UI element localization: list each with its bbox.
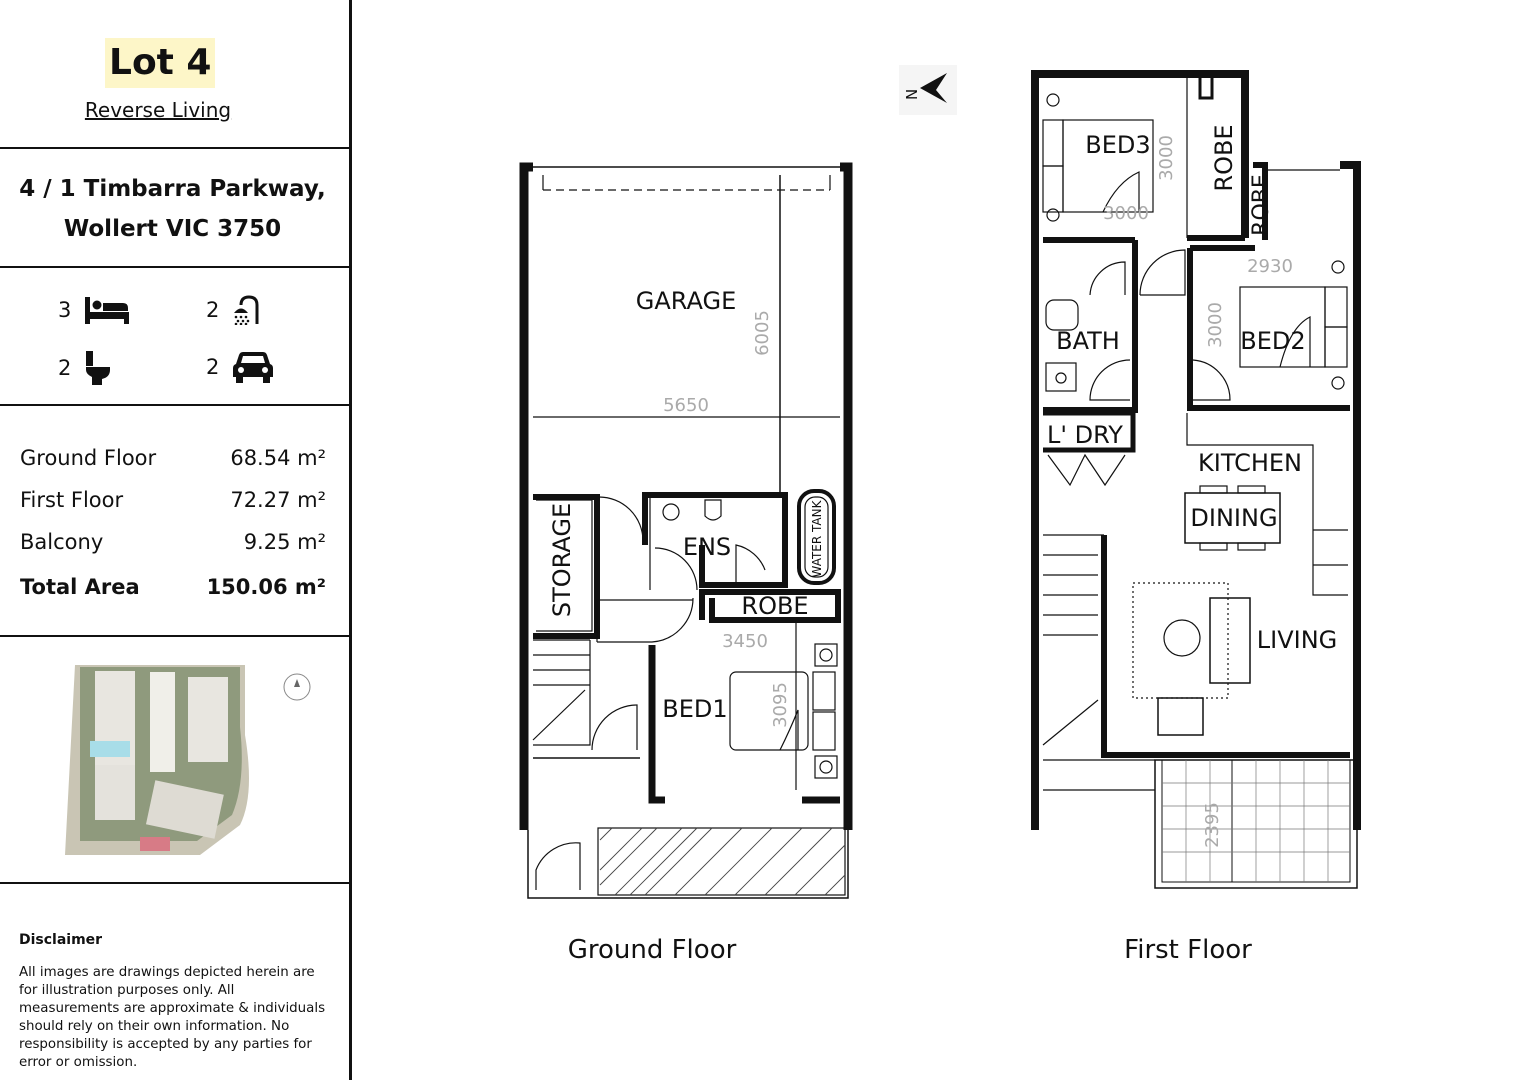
area-value: 150.06 m² — [206, 575, 326, 599]
dim-bed1-width: 3450 — [722, 631, 768, 652]
room-label-robe-a: ROBE — [1210, 124, 1238, 192]
bed-icon — [85, 295, 129, 325]
area-row — [20, 530, 326, 554]
area-row — [20, 488, 326, 512]
room-label-bed2: BED2 — [1240, 327, 1306, 355]
area-row — [20, 446, 326, 470]
bathroom-count: 2 — [206, 298, 220, 322]
room-label-garage: GARAGE — [635, 287, 737, 315]
porch-hatch — [600, 828, 845, 895]
site-plan-image — [0, 637, 349, 882]
area-value: 68.54 m² — [230, 446, 326, 470]
address-block — [0, 149, 349, 268]
room-label-living: LIVING — [1256, 626, 1338, 654]
area-table — [0, 406, 349, 637]
dim-bed3-width: 3000 — [1103, 203, 1149, 224]
room-label-robe: ROBE — [741, 592, 809, 620]
feature-toilets — [58, 351, 111, 385]
dim-bed1-depth: 3095 — [770, 682, 791, 728]
feature-bathrooms — [206, 295, 263, 325]
area-value: 72.27 m² — [230, 488, 326, 512]
dim-balcony-depth: 2395 — [1202, 802, 1223, 848]
dim-bed3-depth: 3000 — [1156, 135, 1177, 181]
area-row-total — [20, 575, 326, 599]
area-label: Total Area — [20, 575, 140, 599]
room-label-storage: STORAGE — [548, 502, 576, 618]
caption-first-floor: First Floor — [1124, 935, 1252, 965]
feature-parking — [206, 351, 273, 383]
features-block — [0, 268, 349, 406]
dim-garage-depth: 6005 — [752, 310, 773, 356]
room-label-laundry: L' DRY — [1047, 421, 1123, 449]
balcony-grid — [1162, 760, 1350, 882]
area-label: Ground Floor — [20, 446, 157, 470]
room-label-bath: BATH — [1056, 327, 1120, 355]
address-line-1: 4 / 1 Timbarra Parkway, — [19, 176, 326, 202]
dim-garage-width: 5650 — [663, 395, 709, 416]
address-line-2: Wollert VIC 3750 — [63, 216, 282, 242]
first-floor-plan — [1035, 74, 1357, 888]
room-label-water-tank: WATER TANK — [810, 500, 824, 578]
lot-subtitle: Reverse Living — [84, 98, 232, 122]
area-value: 9.25 m² — [243, 530, 326, 554]
feature-bedrooms — [58, 295, 129, 325]
floor-plans — [352, 0, 1532, 1080]
room-label-bed1: BED1 — [662, 695, 728, 723]
room-label-kitchen: KITCHEN — [1198, 449, 1302, 477]
room-label-ens: ENS — [682, 533, 732, 561]
room-label-dining: DINING — [1190, 504, 1278, 532]
compass-letter: N — [903, 88, 921, 100]
disclaimer-title: Disclaimer — [19, 932, 103, 948]
disclaimer-text: All images are drawings depicted herein are for illustration purposes only. All measurements are approximate & individuals should rely on their own information. No responsibility is accepted by any parties for error or omission. — [19, 965, 326, 1070]
caption-ground-floor: Ground Floor — [567, 935, 737, 965]
compass-north-arrow — [899, 65, 957, 115]
parking-count: 2 — [206, 355, 220, 379]
toilet-count: 2 — [58, 356, 72, 380]
lot-title: Lot 4 — [105, 38, 215, 88]
toilet-icon — [85, 351, 111, 385]
area-label: First Floor — [20, 488, 124, 512]
car-icon — [233, 351, 273, 383]
bedroom-count: 3 — [58, 298, 72, 322]
lot-header — [0, 0, 349, 149]
area-label: Balcony — [20, 530, 104, 554]
dim-bed2-depth: 3000 — [1205, 302, 1226, 348]
shower-icon — [233, 295, 263, 325]
site-plan-thumbnail — [0, 637, 349, 884]
room-label-bed3: BED3 — [1085, 131, 1151, 159]
info-sidebar — [0, 0, 352, 1080]
dim-bed2-width: 2930 — [1247, 256, 1293, 277]
room-label-robe-b: ROBE — [1249, 174, 1274, 236]
